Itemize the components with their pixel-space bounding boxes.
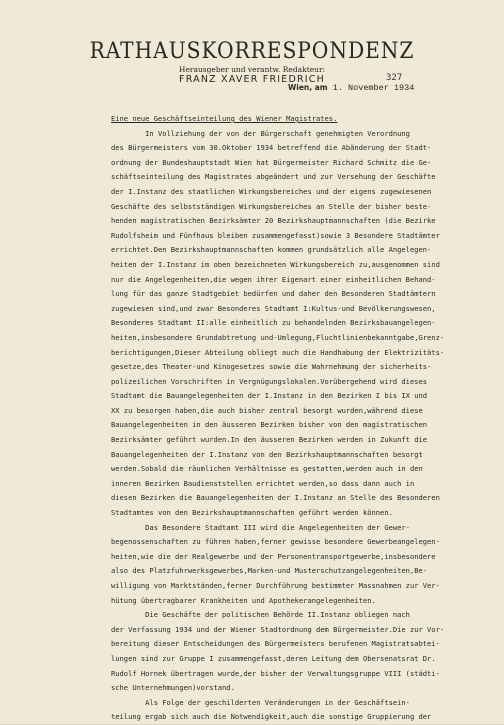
masthead-title: RATHAUSKORRESPONDENZ <box>89 39 415 64</box>
text-line: werden.Sobald die räumlichen Verhältnisse es gestatten,werden auch in den <box>111 464 423 474</box>
dateline-date: 1. November 1934 <box>332 83 415 93</box>
masthead <box>0 40 504 85</box>
text-line: begenossenschaften zu führen haben,ferner gewisse besondere Gewerbeangelegen- <box>111 537 440 547</box>
text-line: Als Folge der geschilderten Veränderungen in der Geschäftsein- <box>111 697 410 707</box>
text-line: nur die Angelegenheiten,die wegen ihrer Eigenart einer einheitlichen Behand- <box>111 274 436 284</box>
text-line: Rudolfsheim und Fünfhaus bleiben zusammengefasst)sowie 3 Besondere Stadtämter <box>111 230 440 240</box>
text-line: zugewiesen sind,und zwar Besonderes Stadtamt I:Kultus-und Bevölkerungswesen, <box>111 303 436 313</box>
text-line: Rudolf Hornek übertragen wurde,der bisher der Verwaltungsgruppe VIII (städti- <box>111 668 440 678</box>
text-line: Bezirksämter geführt wurden.In den äusseren Bezirken werden in Zukunft die <box>111 435 428 445</box>
text-line: Die Geschäfte der politischen Behörde II.Instanz obliegen nach <box>111 610 410 620</box>
text-line: XX zu besorgen haben,die auch bisher zentral besorgt wurden,während diese <box>111 405 423 415</box>
text-line: also des Platzfuhrwerksgewerbes,Marken-und Musterschutzangelegenheiten,Be- <box>111 566 428 576</box>
text-line: gesetze,des Theater-und Kinogesetzes sowie die Wahrnehmung der sicherheits- <box>111 362 432 372</box>
text-line: teilung ergab sich auch die Notwendigkeit,auch die sonstige Gruppierung der <box>111 712 432 722</box>
text-line: sche Unternehmungen)vorstand. <box>111 683 235 693</box>
text-line: der Verfassung 1934 und der Wiener Stadtordnung dem Bürgermeister.Die zur Vor- <box>111 624 445 634</box>
text-line: heiten,insbesondere Grundabtretung und-Umlegung,Fluchtlinienbekanntgabe,Grenz- <box>111 332 445 342</box>
issue-number: 327 <box>386 73 403 83</box>
text-line: ordnung der Bundeshauptstadt Wien hat Bürgermeister Richard Schmitz die Ge- <box>111 157 432 167</box>
text-line: Geschäfte des selbstständigen Wirkungsbereiches an Stelle der bisher beste- <box>111 201 432 211</box>
masthead-subtitle: Herausgeber und verantw. Redakteur: <box>178 65 326 74</box>
text-line: In Vollziehung der von der Bürgerschaft genehmigten Verordnung <box>111 128 410 138</box>
article-lines <box>111 127 451 725</box>
dateline <box>288 83 448 93</box>
text-line: Bauangelegenheiten in den äusseren Bezirken bisher von den magistratischen <box>111 420 428 430</box>
text-line: bereitung dieser Entscheidungen des Bürgermeisters berufenen Magistratsabtei- <box>111 639 440 649</box>
masthead-editor: FRANZ XAVER FRIEDRICH <box>179 74 325 85</box>
text-line: hütung übertragbarer Krankheiten und Apothekerangelegenheiten. <box>111 595 376 605</box>
text-line: willigung von Marktständen,ferner Durchführung bestimmter Massnahmen zur Ver- <box>111 581 440 590</box>
text-line: der I.Instanz des staatlichen Wirkungsbereiches und der eigens zugewiesenen <box>111 186 432 196</box>
text-line: Stadtamtes von den Bezirkshauptmannschaften geführt werden können. <box>111 508 393 518</box>
text-line: lung für das ganze Stadtgebiet bedürfen und daher den Besonderen Stadtämtern <box>111 289 436 299</box>
dateline-place: Wien, am <box>288 83 328 92</box>
text-line: des Bürgermeisters vom 30.Oktober 1934 betreffend die Abänderung der Stadt- <box>111 143 432 153</box>
text-line: inneren Bezirken Baudienststellen errichtet werden,so dass dann auch in <box>111 478 415 488</box>
text-line: henden magistratischen Bezirksämter 20 Bezirkshauptmannschaften (die Bezirke <box>111 216 436 226</box>
text-line: Bauangelegenheiten der I.Instanz von den Bezirkshauptmannschaften besorgt <box>111 449 423 459</box>
text-line: schäftseinteilung des Magistrates abgeändert und zur Versehung der Geschäfte <box>111 172 436 182</box>
text-line: lungen sind zur Gruppe I zusammengefasst,deren Leitung dem Obersenatsrat Dr. <box>111 653 436 663</box>
text-line: Das Besondere Stadtamt III wird die Angelegenheiten der Gewer- <box>111 522 410 532</box>
article-body <box>111 112 451 725</box>
text-line: Stadtamt die Bauangelegenheiten der I.Instanz in den Bezirken I bis IX und <box>111 391 428 401</box>
text-line: polizeilichen Vorschriften in Vergnügungslokalen.Vorübergehend wird dieses <box>111 376 428 386</box>
text-line: Besonderes Stadtamt II:alle einheitlich zu behandelnden Bezirksbauangelegen- <box>111 318 436 328</box>
text-line: heiten der I.Instanz im oben bezeichneten Wirkungsbereich zu,ausgenommen sind <box>111 259 440 269</box>
text-line: berichtigungen,Dieser Abteilung obliegt auch die Handhabung der Elektrizitäts- <box>111 347 445 357</box>
text-line: diesen Bezirken die Bauangelegenheiten der I.Instanz an Stelle des Besonderen <box>111 493 440 503</box>
text-line: errichtet.Den Bezirkshauptmannschaften kommen grundsätzlich alle Angelegen- <box>111 245 432 255</box>
text-line: heiten,wie die der Realgewerbe und der Personentransportgewerbe,insbesondere <box>111 551 436 561</box>
article-headline: Eine neue Geschäftseinteilung des Wiener Magistrates. <box>111 114 338 123</box>
